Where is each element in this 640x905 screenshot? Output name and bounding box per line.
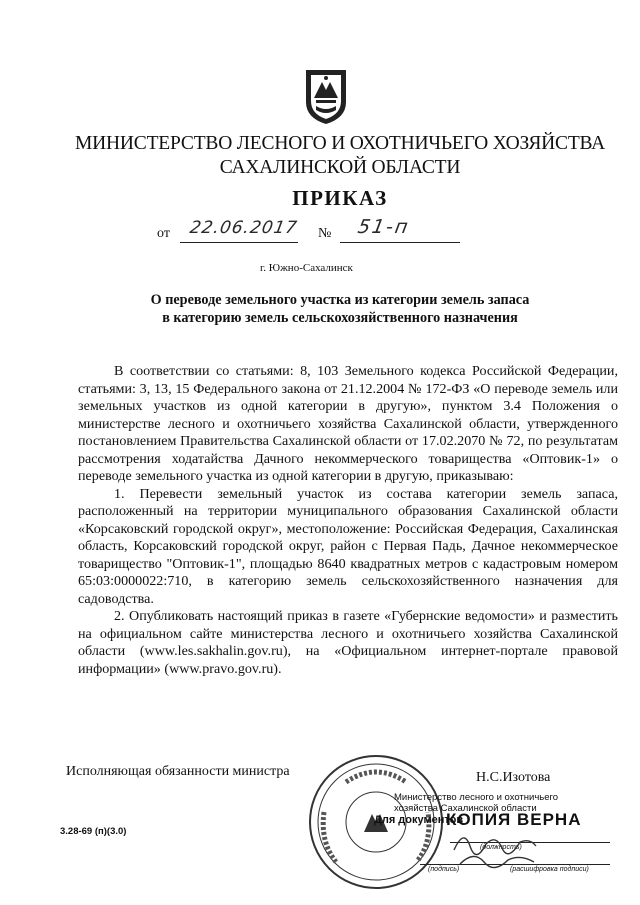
- signatory-position: Исполняющая обязанности министра: [66, 764, 290, 779]
- number-label: №: [318, 226, 332, 241]
- signatory-name: Н.С.Изотова: [476, 770, 551, 785]
- number-underline: [340, 242, 460, 243]
- order-body: [78, 363, 618, 678]
- order-item-1: 1. Перевести земельный участок из состава категории земель запаса, расположенный на территории муниципального образования Сахалинской области «Корсаковский городской округ», местоположение: Российская Федерация, Сахалинская область, Корсаковский городской округ, район с Первая Падь, Дачное некоммерческое товарищество "Оптовик-1", площадью 8640 квадратных метров с кадастровым номером 65:03:0000022:710, в категорию земель сельскохозяйственного назначения для садоводства.: [78, 485, 618, 607]
- subject-line1: О переводе земельного участка из категории земель запаса: [150, 292, 530, 308]
- order-subject: [60, 291, 620, 327]
- handwritten-signature-icon: [450, 820, 540, 870]
- order-date-number-row: [0, 212, 640, 252]
- copy-certification-block: [350, 790, 620, 890]
- order-title: ПРИКАЗ: [292, 186, 388, 210]
- preamble-paragraph: В соответствии со статьями: 8, 103 Земельного кодекса Российской Федерации, статьями: 3, 13, 15 Федерального закона от 21.12.2004 № 172-ФЗ «О переводе земель или земельных участков из одной категории в другую», пунктом 3.4 Положения о министерстве лесного и охотничьего хозяйства Сахалинской области, утвержденного постановлением Правительства Сахалинской области от 17.02.2070 № 72, по результатам рассмотрения ходатайства Дачного некоммерческого товарищества «Оптовик-1» о переводе земельного участка из одной категории в другую, приказываю:: [78, 363, 618, 484]
- cert-position-caption: (должность): [480, 844, 522, 851]
- document-code: 3.28-69 (п)(3.0): [60, 826, 127, 837]
- date-label: от: [157, 226, 170, 241]
- city-name: г. Южно-Сахалинск: [260, 262, 353, 274]
- order-number-handwritten: 51-п: [356, 216, 412, 238]
- cert-for-documents: Для документов: [374, 814, 464, 826]
- cert-signature-caption: (подпись): [428, 866, 460, 873]
- cert-decode-caption: (расшифровка подписи): [510, 866, 589, 873]
- ministry-name-line1: МИНИСТЕРСТВО ЛЕСНОГО И ОХОТНИЧЬЕГО ХОЗЯЙСТВА: [75, 133, 605, 154]
- cert-org-line1: Министерство лесного и охотничьего: [394, 792, 559, 803]
- ministry-name-line2: САХАЛИНСКОЙ ОБЛАСТИ: [219, 157, 461, 178]
- cert-copy-true: КОПИЯ ВЕРНА: [446, 810, 582, 829]
- subject-line2: в категорию земель сельскохозяйственного назначения: [162, 310, 518, 326]
- order-item-2: 2. Опубликовать настоящий приказ в газете «Губернские ведомости» и разместить на официальном сайте министерства лесного и охотничьего хозяйства Сахалинской области (www.les.sakhalin.gov.ru), на «Официальном интернет-портале правовой информации» (www.pravo.gov.ru).: [78, 608, 618, 677]
- cert-org-line2: хозяйства Сахалинской области: [394, 803, 537, 814]
- date-underline: [180, 242, 298, 243]
- coat-of-arms-icon: [302, 68, 350, 126]
- order-date-handwritten: 22.06.2017: [188, 218, 300, 238]
- ministry-name: [60, 132, 620, 180]
